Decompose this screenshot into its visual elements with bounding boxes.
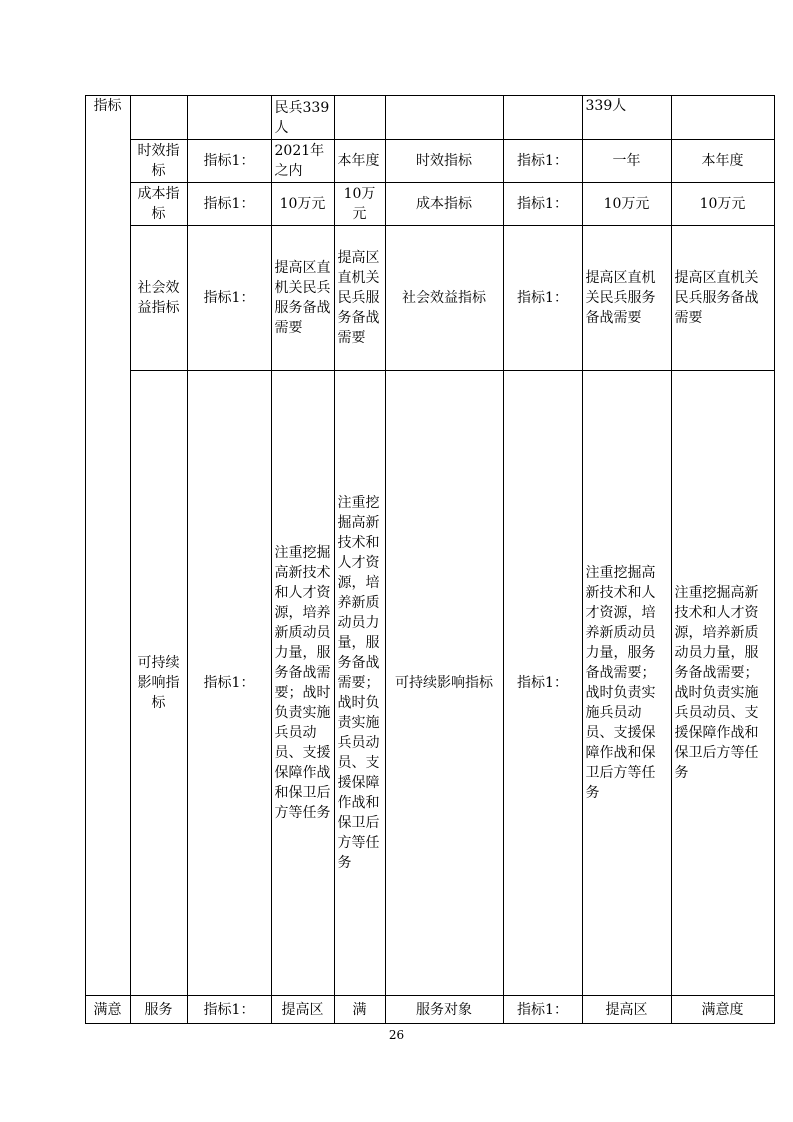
table-cell: 一年 [582,140,671,183]
table-cell: 提高区直机关民兵服务备战需要 [582,226,671,371]
table-cell: 指标1： [503,371,582,996]
table-cell: 提高区 [271,996,334,1024]
table-cell: 注重挖掘高新技术和人才资源，培养新质动员力量，服务备战需要；战时负责实施兵员动员、支援保障作战和保卫后方等任务 [582,371,671,996]
table-cell [130,96,187,140]
table-cell: 10万元 [582,183,671,226]
table-cell: 指标1： [503,183,582,226]
table-cell: 提高区直机关民兵服务备战需要 [334,226,385,371]
table-cell: 可持续影响指标 [385,371,503,996]
table-cell: 339人 [582,96,671,140]
table-row [44,183,774,226]
table-cell: 2021年之内 [271,140,334,183]
table-cell: 社会效益指标 [130,226,187,371]
table-row [44,371,774,996]
table-cell: 提高区 [582,996,671,1024]
table-cell: 满意度 [671,996,774,1024]
table-cell: 注重挖掘高新技术和人才资源，培养新质动员力量，服务备战需要；战时负责实施兵员动员、支援保障作战和保卫后方等任务 [671,371,774,996]
table-row [44,140,774,183]
table-cell: 注重挖掘高新技术和人才资源，培养新质动员力量，服务备战需要；战时负责实施兵员动员、支援保障作战和保卫后方等任务 [334,371,385,996]
indicator-table [44,95,775,1024]
table-cell: 民兵339人 [271,96,334,140]
table-cell: 10万元 [671,183,774,226]
table-cell: 指标1： [187,371,271,996]
table-cell: 满意 [85,996,130,1024]
table-cell [187,96,271,140]
table-cell: 本年度 [334,140,385,183]
left-margin-cell [44,96,85,1024]
table-row [44,96,774,140]
table-cell: 指标1： [187,996,271,1024]
table-cell: 注重挖掘高新技术和人才资源，培养新质动员力量，服务备战需要；战时负责实施兵员动员、支援保障作战和保卫后方等任务 [271,371,334,996]
table-cell: 指标1： [503,140,582,183]
table-cell: 服务 [130,996,187,1024]
page-number: 26 [388,1028,405,1042]
table-cell: 指标1： [503,226,582,371]
table-cell: 时效指标 [385,140,503,183]
table-cell: 时效指标 [130,140,187,183]
table-cell: 指标1： [187,140,271,183]
table-cell [503,96,582,140]
table-cell: 指标1： [187,226,271,371]
table-cell: 成本指标 [385,183,503,226]
table-cell: 本年度 [671,140,774,183]
table-cell [671,96,774,140]
category-cell: 指标 [85,96,130,996]
table-cell: 指标1： [503,996,582,1024]
table-cell [385,96,503,140]
table-cell: 提高区直机关民兵服务备战需要 [671,226,774,371]
table-cell: 10万元 [271,183,334,226]
table-cell: 指标1： [187,183,271,226]
table-cell: 成本指标 [130,183,187,226]
table-row [44,226,774,371]
table-cell [334,96,385,140]
table-cell: 服务对象 [385,996,503,1024]
table-cell: 10万元 [334,183,385,226]
table-cell: 满 [334,996,385,1024]
table-cell: 社会效益指标 [385,226,503,371]
table-cell: 提高区直机关民兵服务备战需要 [271,226,334,371]
table-cell: 可持续影响指标 [130,371,187,996]
table-row [44,996,774,1024]
